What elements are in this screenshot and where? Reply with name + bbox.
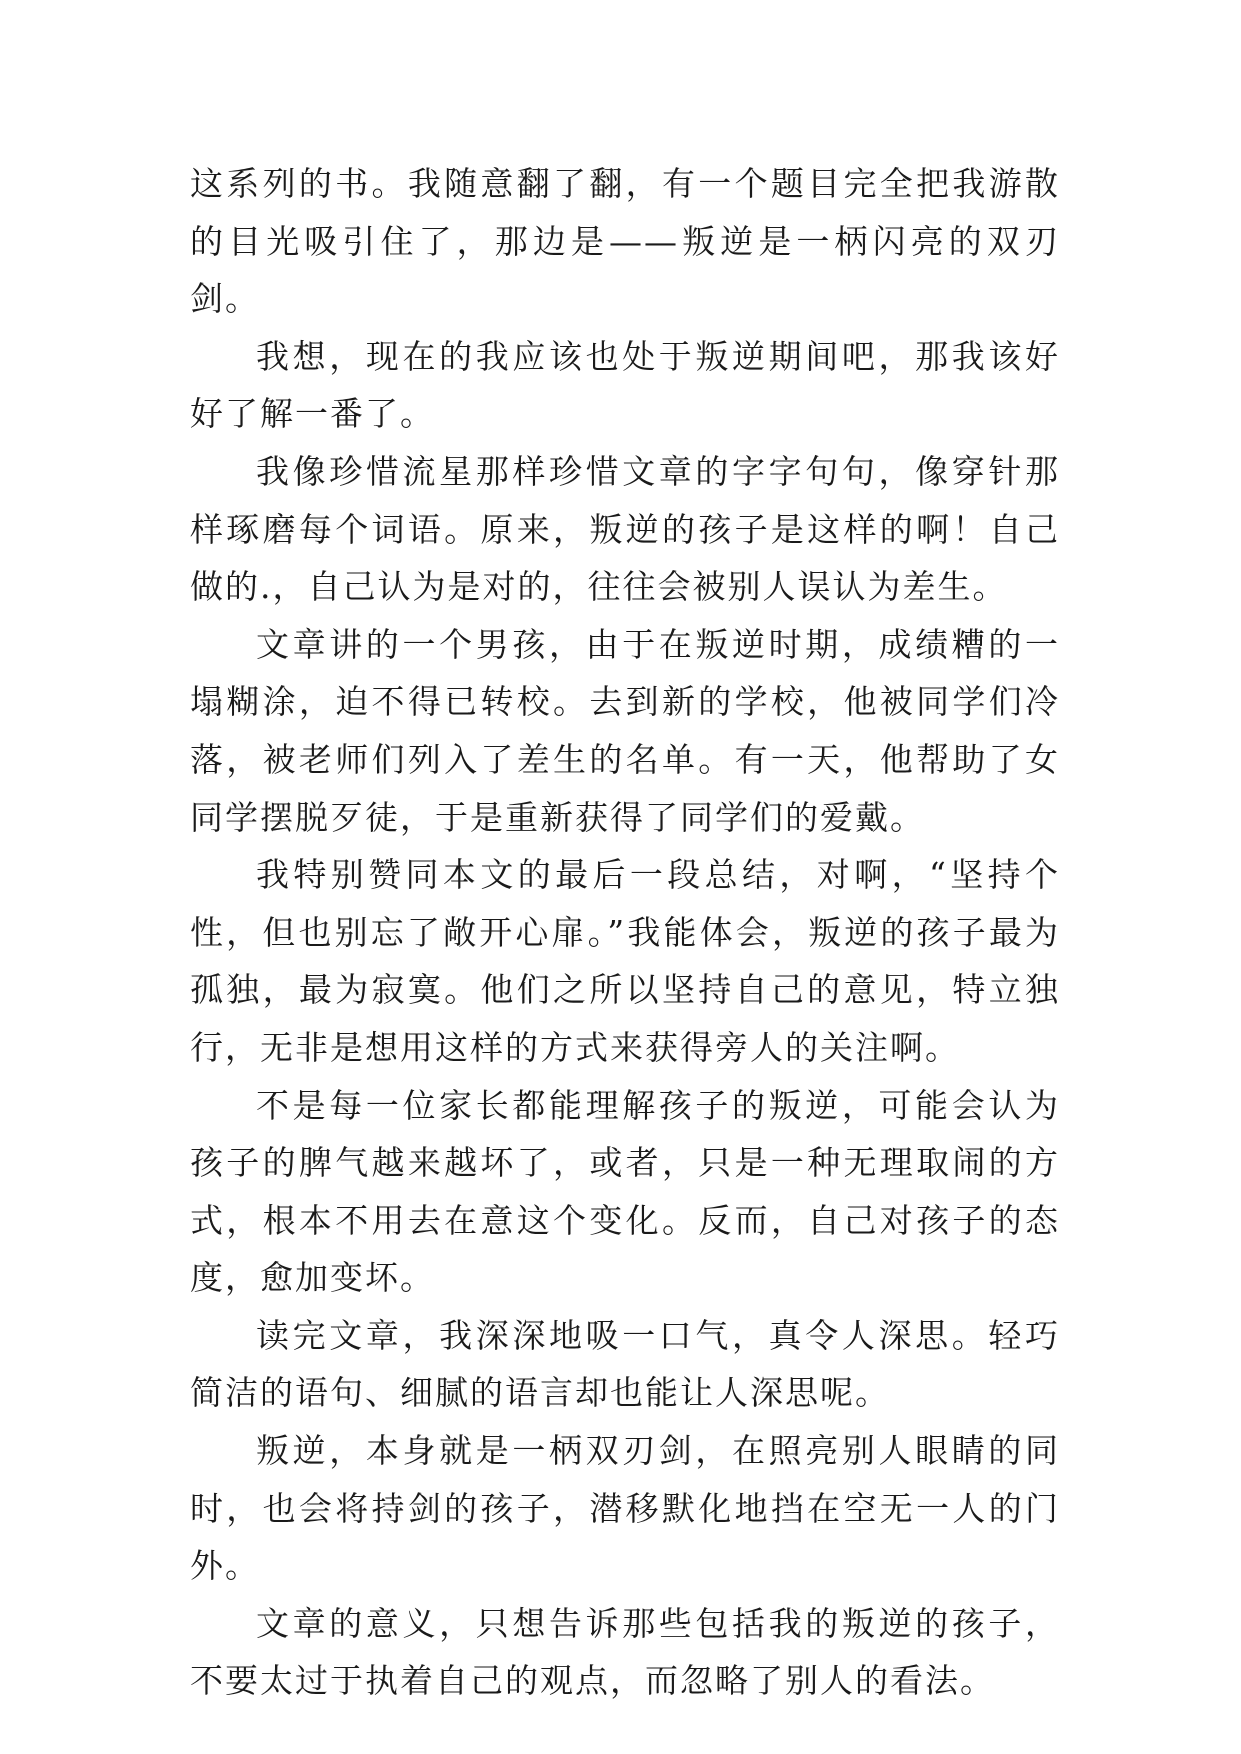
paragraph-6: 不是每一位家长都能理解孩子的叛逆，可能会认为孩子的脾气越来越坏了，或者，只是一种无理取闹的方式，根本不用去在意这个变化。反而，自己对孩子的态度，愈加变坏。 [190,1085,1060,1298]
paragraph-1: 这系列的书。我随意翻了翻，有一个题目完全把我游散的目光吸引住了，那边是——叛逆是一柄闪亮的双刃剑。 [190,164,1060,319]
essay-body [190,155,1060,1710]
paragraph-3: 我像珍惜流星那样珍惜文章的字字句句，像穿针那样琢磨每个词语。原来，叛逆的孩子是这样的啊！自己做的.，自己认为是对的，往往会被别人误认为差生。 [190,451,1060,607]
paragraph-9: 文章的意义，只想告诉那些包括我的叛逆的孩子，不要太过于执着自己的观点，而忽略了别人的看法。 [190,1603,1060,1701]
paragraph-2: 我想，现在的我应该也处于叛逆期间吧，那我该好好了解一番了。 [190,336,1060,434]
paragraph-4: 文章讲的一个男孩，由于在叛逆时期，成绩糟的一塌糊涂，迫不得已转校。去到新的学校，他被同学们冷落，被老师们列入了差生的名单。有一天，他帮助了女同学摆脱歹徒，于是重新获得了同学们的爱戴。 [190,624,1060,837]
paragraph-5: 我特别赞同本文的最后一段总结，对啊，“坚持个性，但也别忘了敞开心扉。”我能体会，叛逆的孩子最为孤独，最为寂寞。他们之所以坚持自己的意见，特立独行，无非是想用这样的方式来获得旁人的关注啊。 [190,855,1060,1067]
paragraph-8: 叛逆，本身就是一柄双刃剑，在照亮别人眼睛的同时，也会将持剑的孩子，潜移默化地挡在空无一人的门外。 [190,1431,1060,1586]
paragraph-7: 读完文章，我深深地吸一口气，真令人深思。轻巧简洁的语句、细腻的语言却也能让人深思呢。 [190,1315,1060,1413]
